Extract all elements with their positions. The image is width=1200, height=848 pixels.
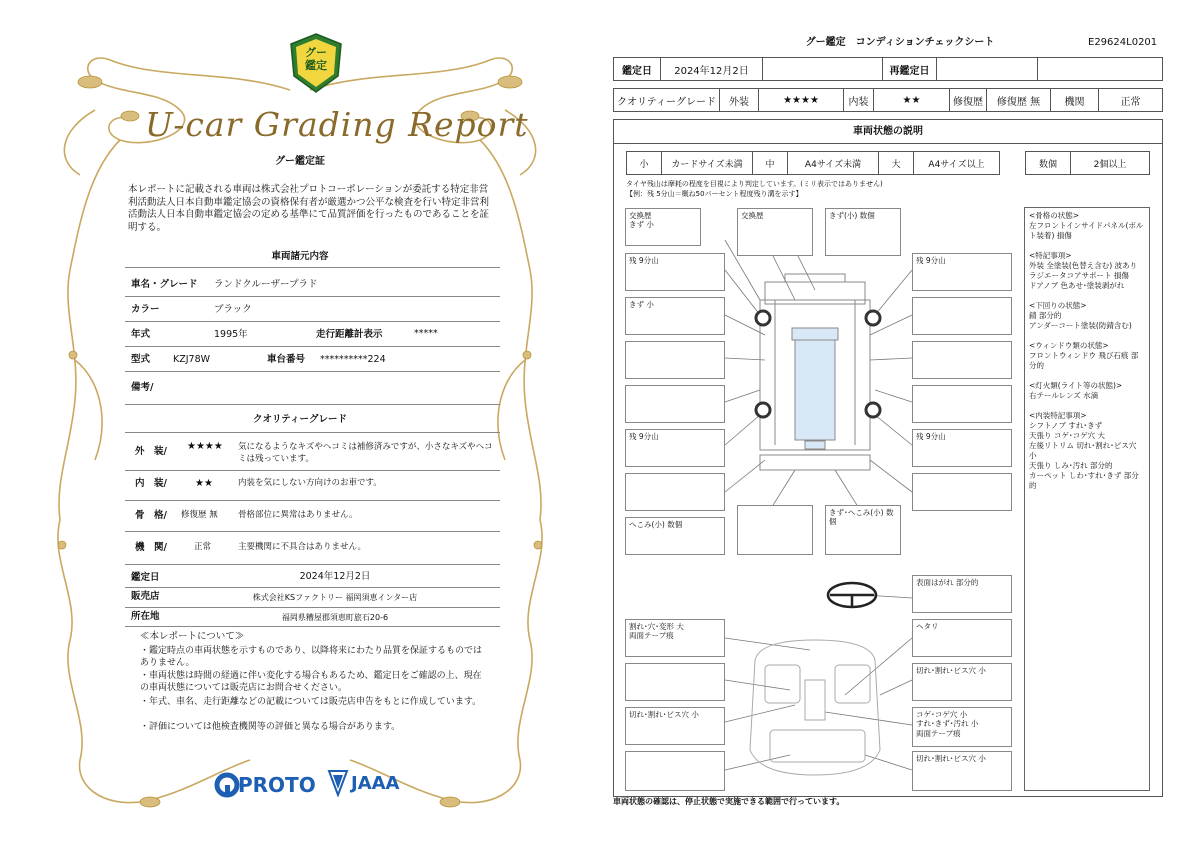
label-box: 残 9分山 [625, 253, 725, 291]
label-box [625, 341, 725, 379]
spec-heading: 車両諸元内容 [271, 251, 329, 262]
qg-label: クオリティーグレード [617, 96, 716, 108]
sheet-footer: 車両状態の確認は、停止状態で実施できる範囲で行っています。 [613, 797, 845, 806]
int-label: 内 装/ [135, 478, 167, 489]
model-label: 型式 [131, 354, 151, 365]
frame-text: 骨格部位に異常はありません。 [238, 510, 358, 520]
count-value: 2個以上 [1093, 159, 1127, 170]
size-mid-desc: A4サイズ未満 [804, 159, 862, 170]
goo-badge [287, 32, 345, 94]
about-3: ・年式、車名、走行距離などの記載については販売店申告をもとに作成しています。 [140, 697, 482, 707]
engine-label: 機関 [1064, 96, 1085, 108]
model-value: KZJ78W [173, 354, 211, 365]
sheet-id: E29624L0201 [1088, 37, 1158, 48]
label-box [625, 751, 725, 791]
about-title: ≪本レポートについて≫ [140, 631, 245, 642]
about-1: ・鑑定時点の車両状態を示すものであり、以降将来にわたり品質を保証するものではありません。 [140, 646, 483, 668]
engine-grade: 正常 [194, 542, 212, 552]
frame-label: 骨 格/ [135, 510, 167, 521]
state-heading: 車両状態の説明 [853, 126, 923, 137]
label-box: へこみ(小) 数個 [625, 517, 725, 555]
date-label: 鑑定日 [622, 65, 652, 77]
about-2: ・車両状態は時間の経過に伴い変化する場合もあるため、鑑定日をご確認の上、現在の車両状態については販売店にお問合せください。 [140, 671, 482, 693]
label-box [912, 297, 1012, 335]
int-label: 内装 [848, 96, 869, 108]
label-box: きず･へこみ(小) 数個 [825, 505, 901, 555]
label-box [912, 341, 1012, 379]
mileage-value: ***** [414, 328, 438, 339]
shop-label: 販売店 [131, 591, 160, 602]
proto-mark-icon [214, 772, 240, 798]
quality-heading: クオリティーグレード [252, 414, 348, 425]
color-value: ブラック [214, 304, 252, 315]
label-box: きず 小 [625, 297, 725, 335]
label-box: 表面はがれ 部分的 [912, 575, 1012, 613]
date-value: 2024年12月2日 [674, 65, 749, 77]
engine-value: 正常 [1120, 96, 1141, 108]
label-box: ヘタリ [912, 619, 1012, 657]
label-box [625, 663, 725, 701]
script-title: U-car Grading Report [145, 105, 529, 144]
count-label: 数個 [1038, 159, 1057, 170]
date-label: 鑑定日 [131, 572, 160, 583]
size-large-desc: A4サイズ以上 [928, 159, 985, 170]
notes-label: 備考/ [131, 382, 154, 393]
mileage-label: 走行距離計表示 [316, 329, 383, 340]
cert-title: グー鑑定証 [275, 156, 325, 167]
int-value: ★★ [902, 94, 921, 106]
label-box: 切れ･割れ･ビス穴 小 [912, 751, 1012, 791]
color-label: カラー [131, 304, 160, 315]
label-box [912, 473, 1012, 511]
repair-value: 修復歴 無 [996, 96, 1041, 108]
year-label: 年式 [131, 329, 151, 340]
chassis-label: 車台番号 [267, 354, 306, 365]
condition-check-sheet [600, 0, 1200, 848]
addr-value: 福岡県糟屋郡須恵町旅石20-6 [281, 613, 389, 622]
label-box [912, 385, 1012, 423]
ext-label: 外 装/ [135, 446, 167, 457]
label-box: 残 9分山 [625, 429, 725, 467]
label-box: 切れ･割れ･ビス穴 小 [625, 707, 725, 745]
name-label: 車名・グレード [131, 279, 198, 290]
frame-grade: 修復歴 無 [181, 510, 218, 520]
jaaa-mark-icon [327, 769, 349, 797]
tire-note-2: 【例：残 5分山＝概ね50パーセント程度残り溝を示す】 [626, 190, 803, 198]
label-box: きず(小) 数個 [825, 208, 901, 256]
ext-grade: ★★★★ [187, 441, 223, 452]
ext-text: 気になるようなキズやヘコミは補修済みですが、小さなキズやヘコミは残っています。 [238, 442, 493, 464]
label-box [625, 473, 725, 511]
tire-note-1: タイヤ残山は摩耗の程度を目視により判定しています。(ミリ表示ではありません) [626, 180, 883, 188]
int-text: 内装を気にしない方向けのお車です。 [238, 478, 382, 488]
about-4: ・評価については他検査機関等の評価と異なる場合があります。 [140, 722, 401, 732]
badge-text: グー 鑑定 [305, 46, 327, 73]
ext-value: ★★★★ [783, 94, 819, 106]
label-box [737, 505, 813, 555]
size-large: 大 [891, 159, 901, 170]
jaaa-text: JAAA [351, 773, 400, 794]
addr-label: 所在地 [131, 611, 160, 622]
size-small: 小 [639, 159, 649, 170]
date-value: 2024年12月2日 [299, 571, 371, 582]
label-box: 残 9分山 [912, 429, 1012, 467]
name-value: ランドクルーザープラド [214, 279, 318, 290]
ext-label: 外装 [729, 96, 749, 108]
proto-text: PROTO [238, 773, 316, 797]
intro-text: 本レポートに記載される車両は株式会社プロトコーポレーションが委託する特定非営利活動法人日本自動車鑑定協会の資格保有者が厳選かつ公平な検査を行い特定非営利活動法人日本自動車鑑定協会の定める基準にて品質評価を行ったものであることを証明する。 [128, 184, 490, 233]
label-box: 交換歴 [737, 208, 813, 256]
label-box: 切れ･割れ･ビス穴 小 [912, 663, 1012, 701]
label-box: 残 9分山 [912, 253, 1012, 291]
size-small-desc: カードサイズ未満 [671, 159, 743, 170]
repair-label: 修復歴 [953, 96, 983, 108]
label-box: コゲ･コゲ穴 小 すれ･きず･汚れ 小 両面テープ痕 [912, 707, 1012, 747]
shop-value: 株式会社KSファクトリー 福岡須恵インター店 [252, 593, 418, 602]
label-box: 割れ･穴･変形 大 両面テープ痕 [625, 619, 725, 657]
label-box [625, 385, 725, 423]
sheet-title: グー鑑定 コンディションチェックシート [805, 37, 995, 48]
redate-label: 再鑑定日 [889, 65, 930, 77]
int-grade: ★★ [195, 478, 213, 489]
year-value: 1995年 [214, 329, 248, 340]
notes-panel: <骨格の状態> 左フロントインサイドパネル(ボルト装着) 損傷 <特記事項> 外装 全塗装(色替え含む) 波あり ラジエータコアサポート 損傷 ドアノブ 色あせ･塗装剥がれ <下回りの状態> 錆 部分的 アンダーコート塗装(防錆含む) <ウィンドウ類の状態> フロントウィンドウ 飛び石痕 部分的 <灯火類(ライト等の状態)> 右テールレンズ 水滴 <内装特記事項> シフトノブ すれ･きず 天張り コゲ･コゲ穴 大 左後リトリム 切れ･割れ･ビス穴 小 天張り しみ･汚れ 部分的 カーペット しわ･すれ･きず 部分的 [1024, 207, 1150, 791]
chassis-value: **********224 [320, 354, 386, 365]
size-mid: 中 [765, 159, 775, 170]
label-box: 交換歴 きず 小 [625, 208, 701, 246]
engine-text: 主要機関に不具合はありません。 [238, 542, 367, 552]
engine-label: 機 関/ [135, 542, 167, 553]
